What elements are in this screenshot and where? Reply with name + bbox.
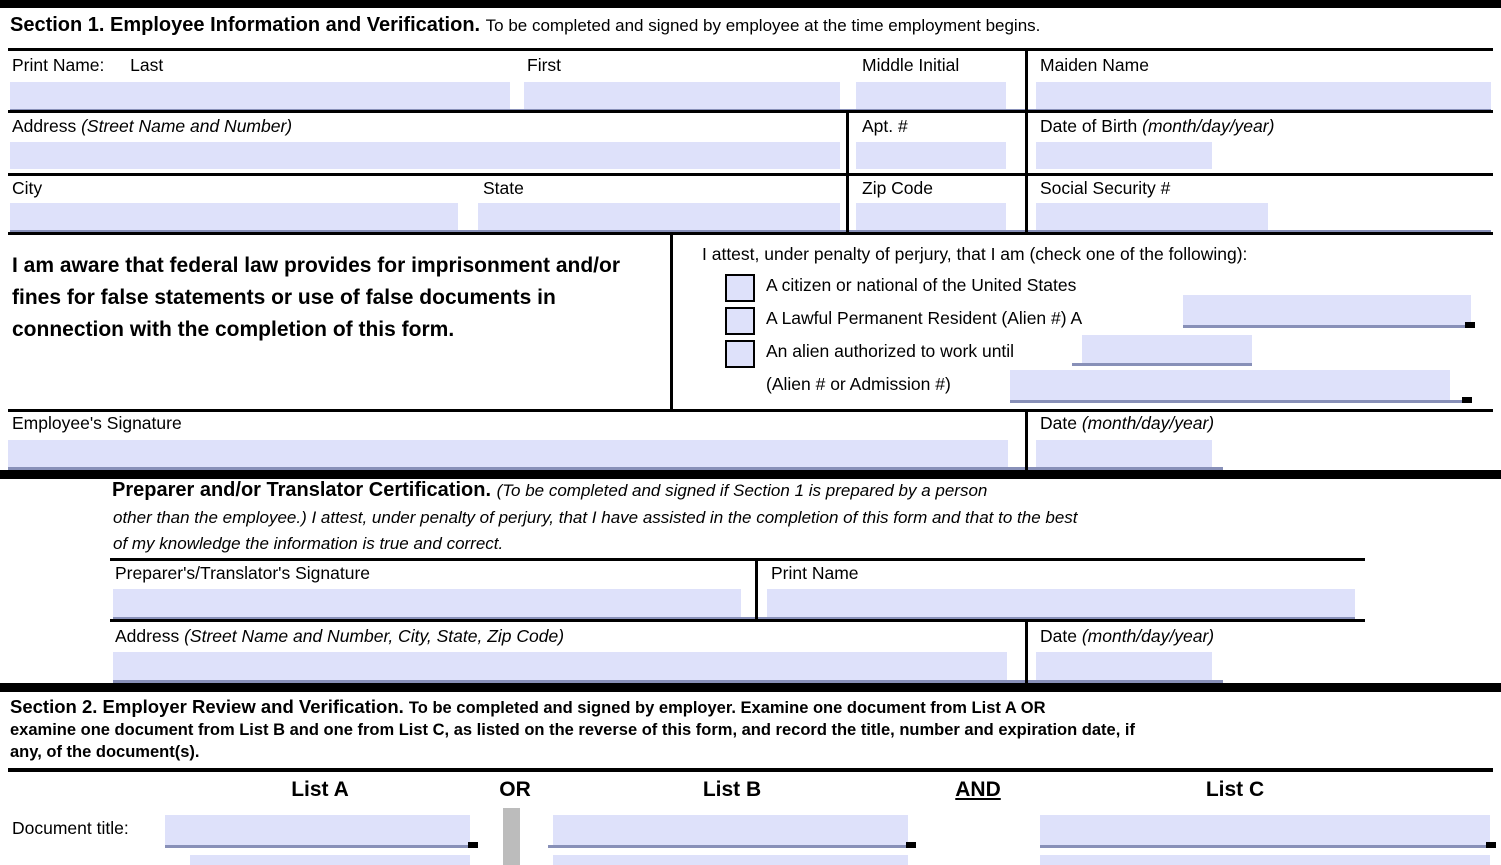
middle-initial-label: Middle Initial — [862, 55, 960, 75]
attest-vrule — [670, 235, 673, 410]
address-input[interactable] — [10, 142, 840, 169]
preparer-heading — [112, 479, 987, 502]
dob-label — [1040, 116, 1274, 136]
section2-heading-bold: Section 2. Employer Review and Verification. — [10, 696, 404, 717]
admission-number-underline — [1010, 400, 1465, 403]
preparer-address-vrule — [1025, 622, 1028, 684]
section1-heading-rest: To be completed and signed by employee at the time employment begins. — [485, 16, 1041, 35]
name-grid-vrule-1 — [1025, 50, 1028, 235]
city-label: City — [12, 178, 43, 198]
apt-input[interactable] — [856, 142, 1006, 169]
document-title-list-b-endcap — [906, 842, 916, 848]
address-label-italic: (Street Name and Number) — [81, 116, 293, 136]
employee-signature-label: Employee's Signature — [12, 413, 182, 433]
checkbox-lpr-label: A Lawful Permanent Resident (Alien #) A — [766, 308, 1083, 328]
city-input[interactable] — [10, 203, 458, 230]
signature-row-vrule — [1025, 410, 1028, 470]
section1-heading-bold: Section 1. Employee Information and Verification. — [10, 14, 481, 36]
document-title-list-a-underline — [165, 845, 470, 848]
ssn-input[interactable] — [1036, 203, 1268, 230]
preparer-rule-top — [110, 558, 1365, 561]
preparer-print-name-input[interactable] — [767, 589, 1355, 617]
checkbox-citizen[interactable] — [725, 274, 755, 302]
preparer-date-label-text: Date — [1040, 626, 1077, 646]
top-black-bar — [0, 0, 1501, 8]
employee-date-input[interactable] — [1036, 440, 1212, 470]
preparer-date-label — [1040, 626, 1214, 646]
document-title-list-c-endcap — [1486, 842, 1496, 848]
document-title-list-b-underline — [548, 845, 908, 848]
zip-input[interactable] — [856, 203, 1006, 230]
document-title-list-b-input[interactable] — [553, 815, 908, 845]
preparer-address-input[interactable] — [113, 652, 1007, 680]
section2-heading — [10, 696, 1490, 719]
issuing-authority-list-b-input[interactable] — [553, 855, 908, 865]
checkbox-citizen-label: A citizen or national of the United States — [766, 275, 1077, 295]
issuing-authority-list-a-input[interactable] — [190, 855, 470, 865]
maiden-name-input[interactable] — [1036, 82, 1491, 109]
zip-label: Zip Code — [862, 178, 934, 198]
maiden-name-label: Maiden Name — [1040, 55, 1149, 75]
checkbox-lawful-permanent-resident[interactable] — [725, 307, 755, 335]
checkbox-alien-authorized-label: An alien authorized to work until — [766, 341, 1015, 361]
section2-heading-line3 — [10, 740, 1490, 763]
state-label: State — [483, 178, 524, 198]
preparer-signature-rule — [110, 619, 1365, 622]
alien-number-input[interactable] — [1183, 295, 1471, 325]
list-b-header: List B — [702, 778, 762, 801]
preparer-address-label-italic: (Street Name and Number, City, State, Zip Code) — [184, 626, 565, 646]
address-label-text: Address — [12, 116, 77, 136]
first-name-label: First — [527, 55, 562, 75]
dob-input[interactable] — [1036, 142, 1212, 169]
print-name-text: Print Name: — [12, 55, 105, 75]
preparer-signature-vrule — [755, 559, 758, 621]
issuing-authority-list-c-input[interactable] — [1040, 855, 1490, 865]
employee-date-label — [1040, 413, 1214, 433]
employee-date-label-text: Date — [1040, 413, 1077, 433]
ssn-label: Social Security # — [1040, 178, 1171, 198]
print-name-label — [12, 55, 163, 75]
section1-heading-rule — [8, 48, 1493, 51]
preparer-heading-bold: Preparer and/or Translator Certification. — [112, 479, 491, 501]
section2-heading-line2 — [10, 718, 1490, 741]
document-title-list-c-input[interactable] — [1040, 815, 1490, 845]
checkbox-alien-authorized[interactable] — [725, 340, 755, 368]
preparer-divider-bar — [0, 470, 1501, 479]
apt-label: Apt. # — [862, 116, 908, 136]
admission-number-label: (Alien # or Admission #) — [766, 374, 951, 394]
address-label — [12, 116, 292, 136]
last-name-label: Last — [130, 55, 164, 75]
dob-label-italic: (month/day/year) — [1142, 116, 1275, 136]
section2-divider-bar — [0, 683, 1501, 692]
preparer-address-label — [115, 626, 564, 646]
preparer-signature-label: Preparer's/Translator's Signature — [115, 563, 371, 583]
or-separator-bar — [503, 808, 520, 865]
or-header: OR — [499, 778, 531, 801]
alien-number-underline — [1183, 325, 1471, 328]
work-until-date-underline — [1072, 363, 1252, 366]
work-until-date-input[interactable] — [1082, 335, 1252, 363]
preparer-print-name-label: Print Name — [771, 563, 859, 583]
preparer-body-line2: other than the employee.) I attest, under penalty of perjury, that I have assisted in the completion of this form and that to the best — [113, 508, 1078, 527]
federal-law-warning: I am aware that federal law provides for imprisonment and/or fines for false statements or use of false documents in connection with the completion of this form. — [12, 254, 620, 341]
dob-label-text: Date of Birth — [1040, 116, 1138, 136]
address-row-rule — [8, 173, 1493, 176]
document-title-list-a-input[interactable] — [165, 815, 470, 845]
name-grid-vrule-2 — [846, 110, 849, 235]
and-header: AND — [955, 778, 1001, 801]
document-title-label: Document title: — [12, 818, 129, 838]
section2-rule — [8, 768, 1493, 772]
list-c-header: List C — [1205, 778, 1265, 801]
name-row-rule — [8, 110, 1493, 113]
document-title-list-a-endcap — [468, 842, 478, 848]
admission-number-endcap — [1462, 397, 1472, 403]
attest-lead-text: I attest, under penalty of perjury, that I am (check one of the following): — [702, 244, 1248, 264]
preparer-heading-italic: (To be completed and signed if Section 1 is prepared by a person — [496, 481, 988, 500]
list-a-header: List A — [291, 778, 349, 801]
employee-signature-input[interactable] — [8, 440, 1008, 470]
state-input[interactable] — [478, 203, 840, 230]
preparer-body-line3: of my knowledge the information is true and correct. — [113, 534, 504, 553]
section1-heading — [10, 14, 1040, 37]
alien-number-endcap — [1465, 322, 1475, 328]
preparer-date-label-italic: (month/day/year) — [1081, 626, 1215, 646]
section2-heading-rest: To be completed and signed by employer. Examine one document from List A OR — [408, 699, 1046, 717]
city-row-rule — [8, 232, 1493, 235]
preparer-signature-input[interactable] — [113, 589, 741, 617]
admission-number-input[interactable] — [1010, 370, 1450, 400]
preparer-address-label-text: Address — [115, 626, 180, 646]
employee-date-label-italic: (month/day/year) — [1081, 413, 1215, 433]
preparer-date-input[interactable] — [1036, 652, 1212, 680]
last-name-input[interactable] — [10, 82, 510, 109]
section2-heading-line3-text: any, of the document(s). — [10, 743, 200, 761]
document-title-list-c-underline — [1040, 845, 1491, 848]
section2-heading-line2-text: examine one document from List B and one from List C, as listed on the reverse of this form, and record the title, number and expiration date, if — [10, 721, 1135, 739]
attest-bottom-rule — [8, 409, 1493, 412]
middle-initial-input[interactable] — [856, 82, 1006, 109]
first-name-input[interactable] — [524, 82, 840, 109]
